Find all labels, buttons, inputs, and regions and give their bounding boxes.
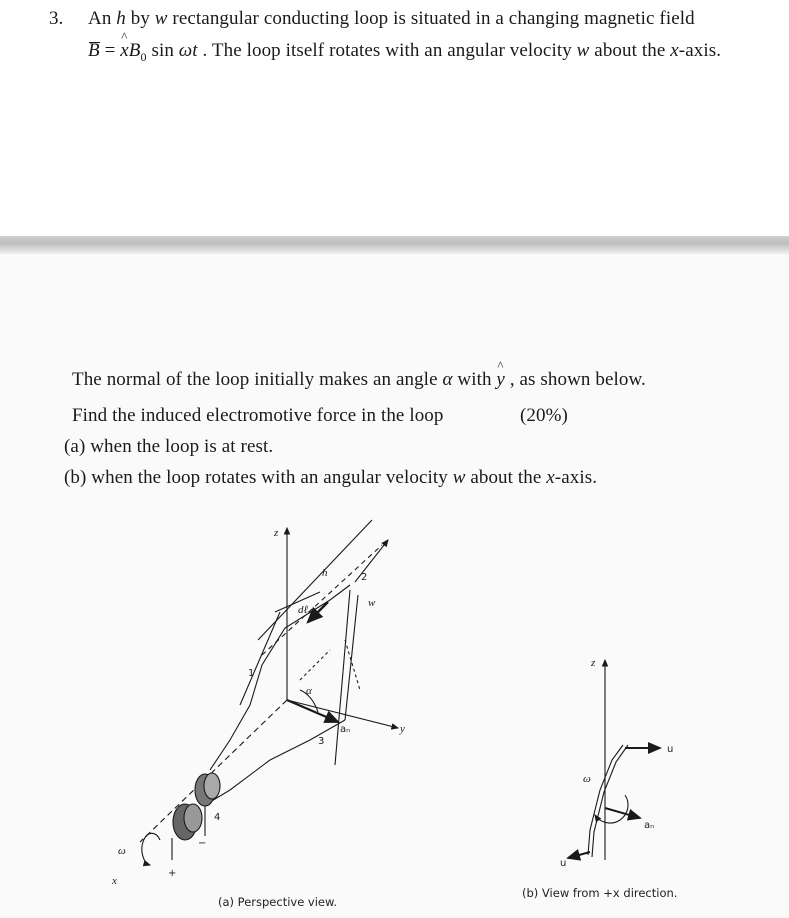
label-an-b: aₙ: [644, 820, 655, 831]
caption-a: (a) Perspective view.: [218, 895, 338, 909]
question-number: 3.: [49, 8, 64, 29]
label-h: h: [322, 567, 328, 579]
b-vector: B: [88, 40, 100, 61]
loop-side-right-2: [345, 595, 358, 720]
question-line-4: Find the induced electromotive force in the loop (20%): [72, 405, 568, 426]
label-3: 3: [318, 736, 325, 747]
label-dl: dℓ: [298, 604, 309, 616]
label-y-a: y: [400, 723, 405, 735]
w-dimension: [355, 540, 388, 582]
part-a: (a) when the loop is at rest.: [64, 436, 274, 457]
question-line-3: The normal of the loop initially makes an angle α with ^ y , as shown below.: [72, 369, 646, 391]
part-b: (b) when the loop rotates with an angular velocity w about the x-axis.: [64, 467, 598, 488]
label-omega-a: ω: [118, 845, 126, 857]
loop-side-right: [335, 590, 350, 765]
figure-a: [140, 520, 398, 865]
question-line-1: An h by w rectangular conducting loop is situated in a changing magnetic field: [88, 8, 695, 29]
label-plus: +: [168, 868, 177, 879]
y-hat: ^ y: [496, 369, 505, 391]
label-alpha: α: [306, 685, 312, 697]
omega-rotation: [142, 833, 160, 865]
x-hat: ^ x: [120, 40, 129, 62]
label-x-a: x: [112, 875, 117, 887]
label-u-bottom: u: [560, 858, 567, 869]
question-line-2: B = ^ $xB_0$ sin ωt . The loop itself rotates with an angular velocity w about the x-axis.: [88, 40, 721, 65]
label-z-b: z: [591, 657, 596, 669]
label-an-a: aₙ: [340, 724, 351, 735]
u-vector-bottom: [568, 852, 590, 858]
label-z-a: z: [274, 527, 279, 539]
figure-a-labels: [111, 527, 405, 887]
label-2: 2: [361, 572, 368, 583]
score-weight: (20%): [520, 405, 568, 426]
caption-b: (b) View from +x direction.: [522, 886, 678, 900]
figure-b-labels: [560, 657, 673, 869]
label-u-top: u: [667, 744, 674, 755]
label-1: 1: [248, 668, 255, 679]
slip-rings: [173, 773, 220, 840]
label-minus: −: [198, 838, 207, 849]
label-w: w: [368, 597, 376, 609]
wire-3: [205, 720, 345, 805]
loop-edge-top-2: [262, 545, 382, 655]
an-vector-b: [605, 808, 640, 818]
label-omega-b: ω: [583, 773, 591, 785]
loop-side-left: [240, 612, 280, 705]
label-4: 4: [214, 812, 221, 823]
